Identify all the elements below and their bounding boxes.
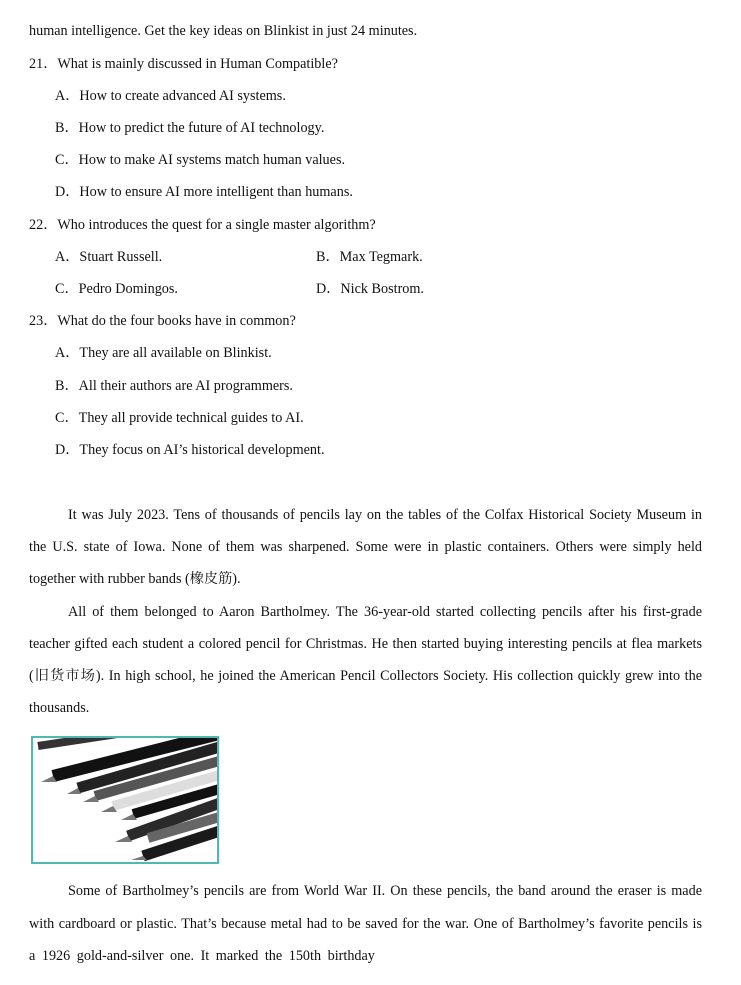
intro-tail: human intelligence. Get the key ideas on Blinkist in just 24 minutes.	[29, 23, 418, 39]
q21-option-a: A．How to create advanced AI systems.	[55, 88, 286, 104]
paragraph-1-line: the U.S. state of Iowa. None of them was sharpened. Some were in plastic containers. Others were simply held	[29, 539, 702, 555]
paragraph-2-line: thousands.	[29, 700, 90, 716]
q23-option-d: D．They focus on AI’s historical development.	[55, 442, 325, 458]
paragraph-1-line: It was July 2023. Tens of thousands of pencils lay on the tables of the Colfax Historical Society Museum in	[68, 507, 702, 523]
paragraph-2-line: All of them belonged to Aaron Bartholmey. The 36-year-old started collecting pencils after his first-grade	[68, 604, 702, 620]
paragraph-2-line: (旧货市场). In high school, he joined the American Pencil Collectors Society. His collection quickly grew into the	[29, 668, 702, 684]
q23-option-b: B．All their authors are AI programmers.	[55, 378, 293, 394]
q23-option-c: C．They all provide technical guides to AI.	[55, 410, 304, 426]
q22-option-c: C．Pedro Domingos.	[55, 281, 178, 297]
q21-option-b: B．How to predict the future of AI technology.	[55, 120, 325, 136]
paragraph-3-line: with cardboard or plastic. That’s because metal had to be saved for the war. One of Bartholmey’s favorite pencils is	[29, 916, 702, 932]
pencils-photo	[31, 736, 219, 864]
q23-option-a: A．They are all available on Blinkist.	[55, 345, 272, 361]
paragraph-1-line: together with rubber bands (橡皮筋).	[29, 571, 241, 587]
paragraph-3-line: Some of Bartholmey’s pencils are from World War II. On these pencils, the band around the eraser is made	[68, 883, 702, 899]
q21-option-d: D．How to ensure AI more intelligent than humans.	[55, 184, 353, 200]
question-21: 21．What is mainly discussed in Human Compatible?	[29, 56, 338, 72]
paragraph-2-line: teacher gifted each student a colored pencil for Christmas. He then started buying interesting pencils at flea markets	[29, 636, 702, 652]
paragraph-3-line: a 1926 gold-and-silver one. It marked the 150th birthday	[29, 948, 375, 964]
question-23: 23．What do the four books have in common?	[29, 313, 296, 329]
q22-option-b: B．Max Tegmark.	[316, 249, 423, 265]
question-22: 22．Who introduces the quest for a single master algorithm?	[29, 217, 376, 233]
q22-option-d: D．Nick Bostrom.	[316, 281, 424, 297]
q22-option-a: A．Stuart Russell.	[55, 249, 163, 265]
q21-option-c: C．How to make AI systems match human values.	[55, 152, 346, 168]
